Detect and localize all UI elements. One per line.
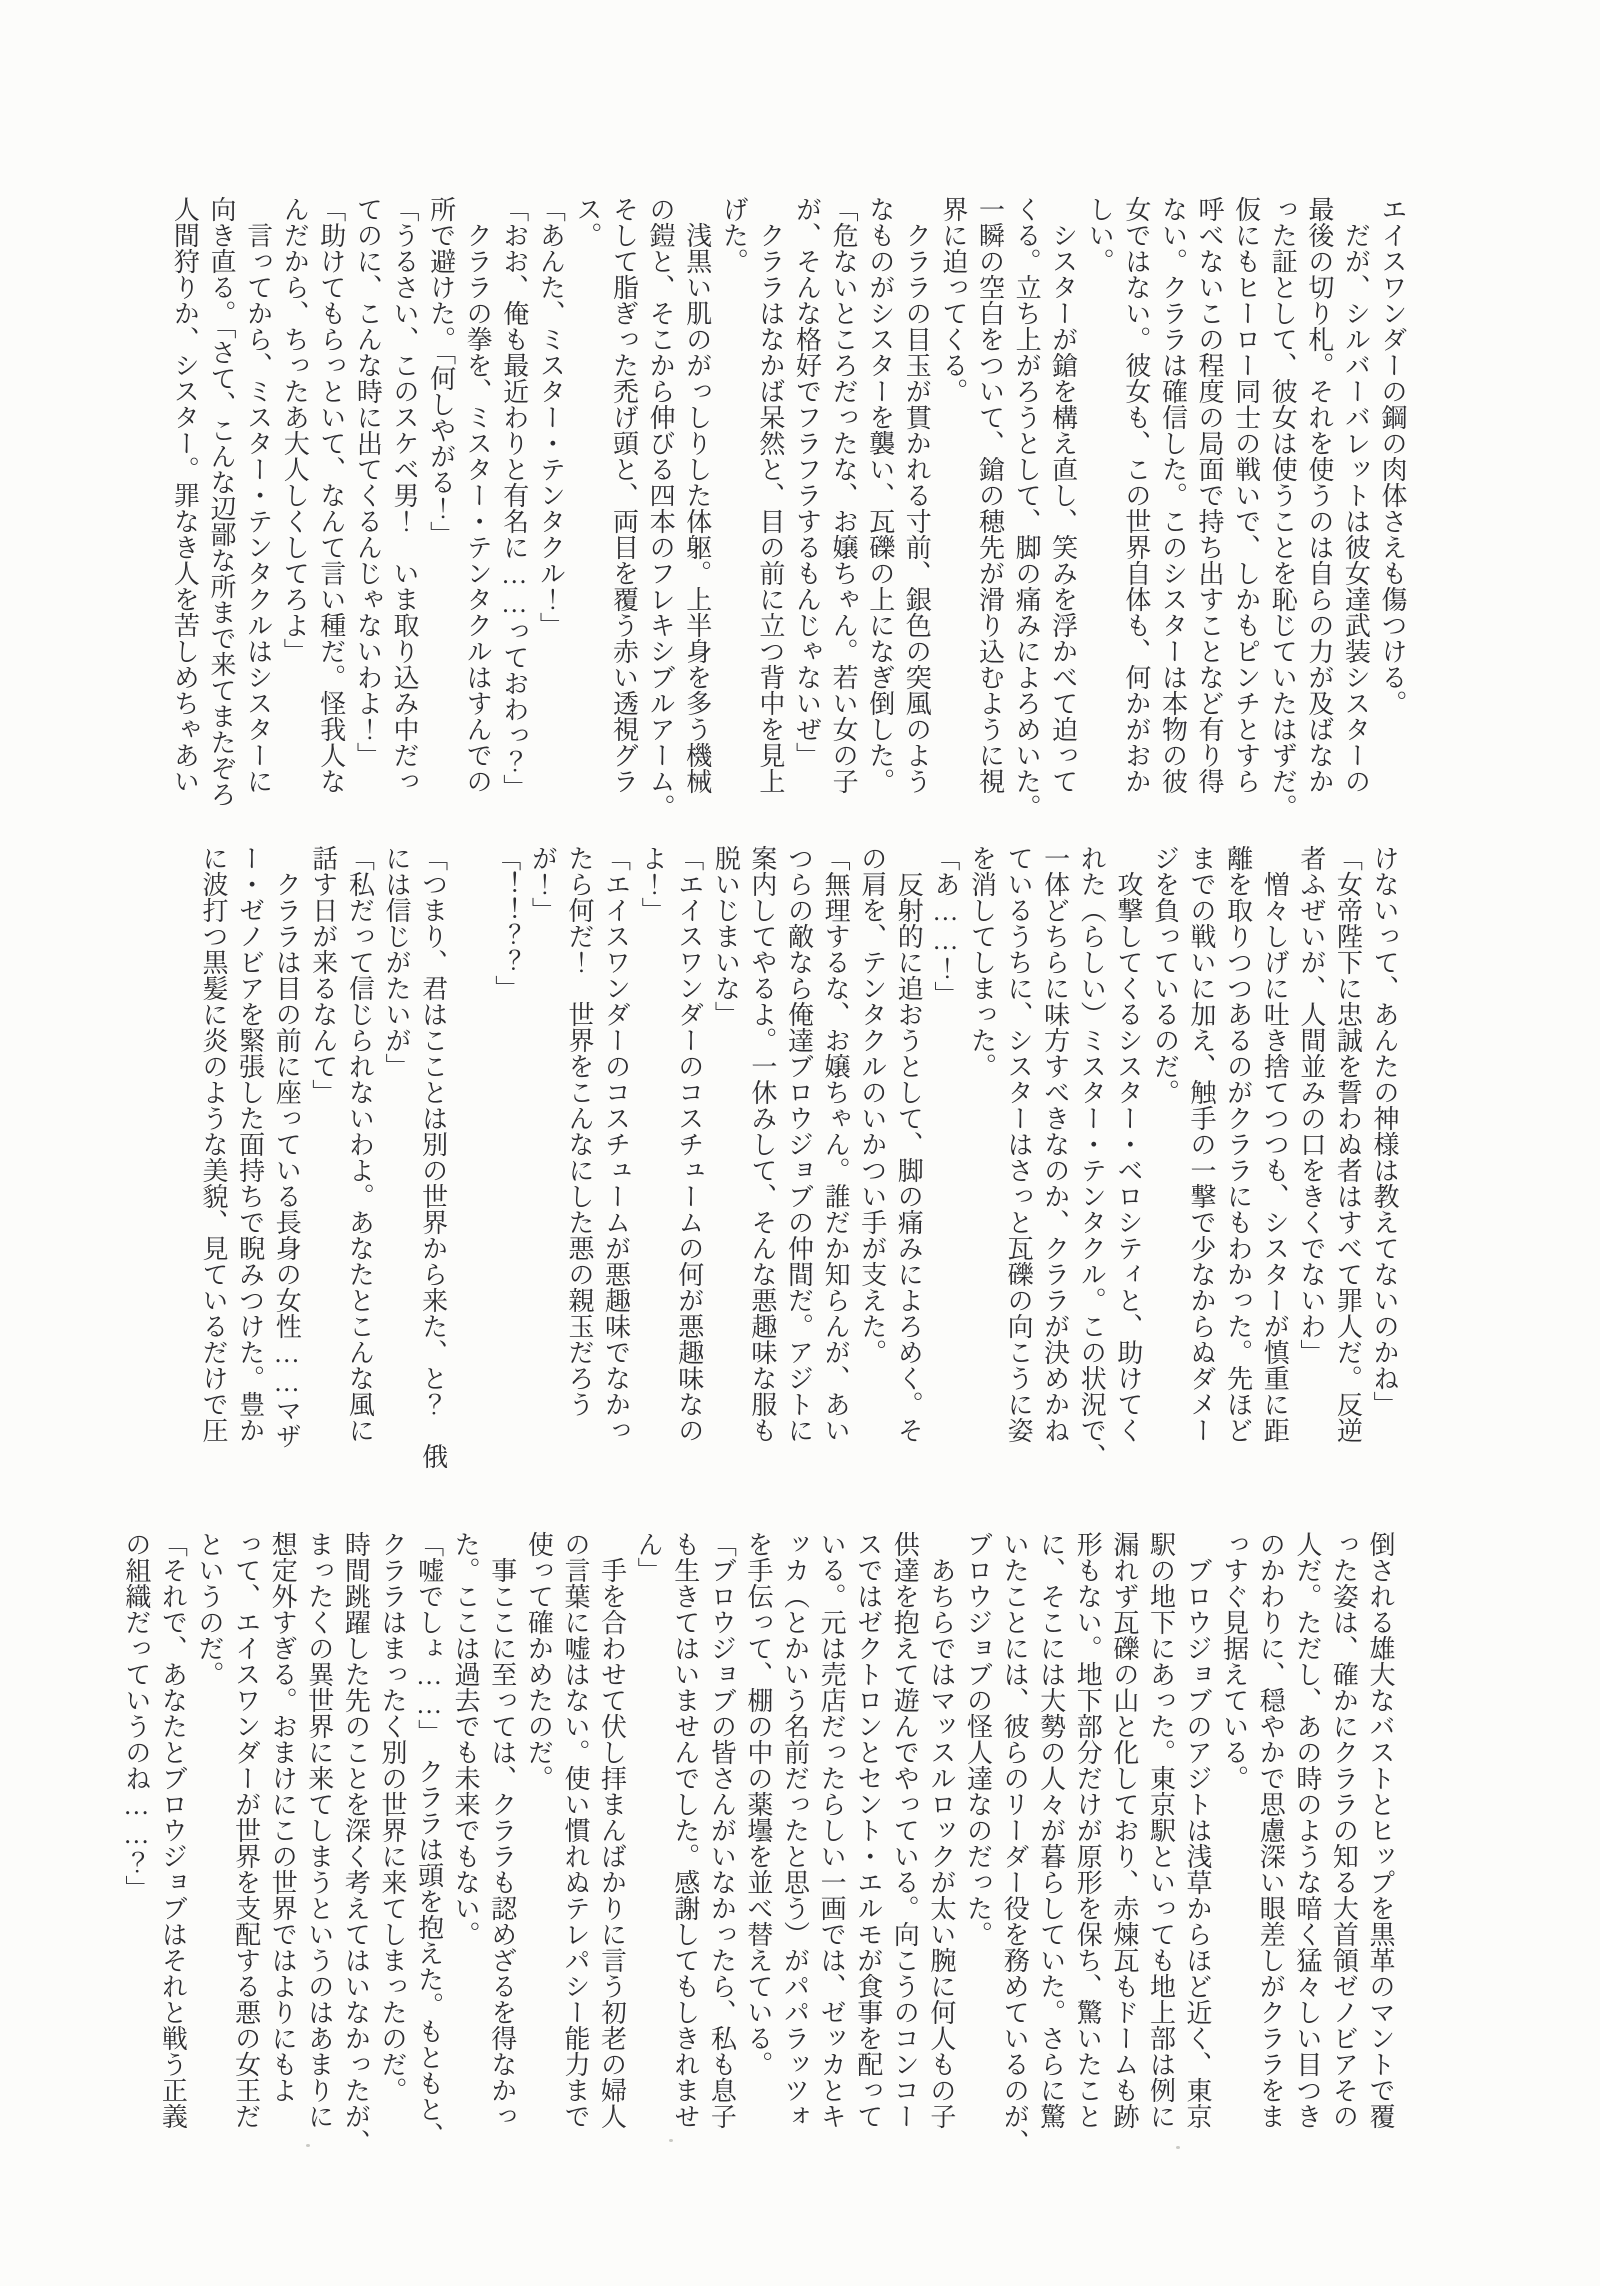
text-column: 言ってから、ミスター・テンタクルはシスターに: [243, 196, 273, 794]
text-column: ー・ゼノビアを緊張した面持ちで睨みつけた。豊か: [235, 845, 265, 1443]
text-column: が、そんな格好でフラフラするもんじゃないぜ」: [792, 196, 822, 768]
text-column: に、そこには大勢の人々が暮らしていた。さらに驚: [1036, 1531, 1066, 2129]
text-column: までの戦いに加え、触手の一撃で少なからぬダメー: [1187, 845, 1217, 1443]
text-column: 脱いじまいな」: [711, 845, 741, 1027]
text-column: に波打つ黒髪に炎のような美貌、見ているだけで圧: [199, 845, 228, 1443]
text-column: 「エイスワンダーのコスチュームの何が悪趣味なの: [674, 845, 704, 1443]
text-column: って、エイスワンダーが世界を支配する悪の女王だ: [231, 1531, 261, 2129]
text-column: 一体どちらに味方すべきなのか、クララが決めかね: [1040, 845, 1070, 1443]
text-block-bottom: [117, 1531, 1398, 2155]
text-column: ブロウジョブのアジトは浅草からほど近く、東京: [1183, 1531, 1213, 2129]
text-column: エイスワンダーの鋼の肉体さえも傷つける。: [1378, 196, 1407, 716]
text-column: 反射的に追おうとして、脚の痛みによろめく。そ: [894, 845, 924, 1443]
text-column: 人だ。ただし、あの時のような暗く猛々しい目つき: [1292, 1531, 1322, 2129]
text-column: そして脂ぎった禿げ頭と、両目を覆う赤い透視グラ: [609, 196, 639, 794]
text-column: 「私だって信じられないわよ。あなたとこんな風に: [345, 845, 375, 1443]
text-column: 者ふぜいが、人間並みの口をきくでないわ」: [1296, 845, 1326, 1365]
text-column: 「危ないところだったな、お嬢ちゃん。若い女の子: [829, 196, 859, 794]
text-block-middle: [194, 845, 1402, 1469]
text-column: 「エイスワンダーのコスチュームが悪趣味でなかっ: [601, 845, 631, 1443]
text-column: 離を取りつつあるのがクララにもわかった。先ほど: [1223, 845, 1253, 1443]
text-column: けないって、あんたの神様は教えてないのかね」: [1370, 845, 1399, 1417]
text-column: スではゼクトロンとセント・エルモが食事を配って: [853, 1531, 883, 2129]
text-column: には信じがたいが」: [381, 845, 411, 1079]
text-column: 一瞬の空白をついて、鎗の穂先が滑り込むように視: [975, 196, 1005, 794]
text-column: 話す日が来るなんて」: [308, 845, 338, 1105]
text-column: を手伝って、棚の中の薬壜を並べ替えている。: [743, 1531, 773, 2077]
text-column: 女ではない。彼女も、この世界自体も、何かがおか: [1121, 196, 1151, 794]
text-column: よ！」: [638, 845, 668, 923]
text-column: 倒される雄大なバストとヒップを黒革のマントで覆: [1366, 1531, 1395, 2129]
text-column: ん」: [634, 1531, 664, 1583]
text-column: だが、シルバーバレットは彼女達武装シスターの: [1341, 196, 1371, 794]
text-block-top: [166, 196, 1410, 820]
text-column: れた（らしい）ミスター・テンタクル。この状況で、: [1077, 845, 1107, 1469]
text-column: 「つまり、君はこことは別の世界から来た、と？ 俄: [418, 845, 448, 1469]
text-column: 仮にもヒーロー同士の戦いで、しかもピンチとすら: [1231, 196, 1261, 794]
text-column: 形もない。地下部分だけが原形を保ち、驚いたこと: [1073, 1531, 1103, 2129]
text-column: クララはまったく別の世界に来てしまったのだ。: [377, 1531, 407, 2103]
text-column: なものがシスターを襲い、瓦礫の上になぎ倒した。: [865, 196, 895, 794]
text-column: の組織だっていうのね……？」: [121, 1531, 151, 1901]
text-column: クララは目の前に座っている長身の女性……マザ: [272, 845, 302, 1449]
text-column: った姿は、確かにクララの知る大首領ゼノビアその: [1329, 1531, 1359, 2129]
text-column: ジを負っているのだ。: [1150, 845, 1180, 1105]
text-column: 使って確かめたのだ。: [524, 1531, 554, 1791]
text-column: も生きてはいませんでした。感謝してもしきれませ: [670, 1531, 700, 2129]
text-column: クララの拳を、ミスター・テンタクルはすんでの: [463, 196, 493, 794]
text-column: 「あんた、ミスター・テンタクル！」: [536, 196, 566, 638]
text-column: ない。クララは確信した。このシスターは本物の彼: [1158, 196, 1188, 794]
text-column: 「嘘でしょ……」 クララは頭を抱えた。もともと、: [414, 1531, 444, 2148]
text-column: 界に迫ってくる。: [938, 196, 968, 404]
scan-speckle: [669, 2139, 673, 2142]
text-column: 攻撃してくるシスター・ベロシティと、助けてく: [1113, 845, 1143, 1443]
text-column: あちらではマッスルロックが太い腕に何人もの子: [926, 1531, 956, 2129]
text-column: が！」: [528, 845, 558, 923]
text-column: 「助けてもらっといて、なんて言い種だ。怪我人な: [316, 196, 346, 794]
text-column: 憎々しげに吐き捨てつつも、シスターが慎重に距: [1260, 845, 1290, 1443]
text-column: 「おお、俺も最近わりと有名に……っておわっ？」: [499, 196, 529, 800]
text-column: ッカ（とかいう名前だったと思う）がパパラッツォ: [780, 1531, 810, 2129]
text-column: 向き直る。「さて、こんな辺鄙な所まで来てまたぞろ: [207, 196, 236, 807]
text-column: ているうちに、シスターはさっと瓦礫の向こうに姿: [1004, 845, 1034, 1443]
text-column: の鎧と、そこから伸びる四本のフレキシブルアーム。: [646, 196, 676, 820]
text-column: たら何だ！ 世界をこんなにした悪の親玉だろう: [564, 845, 594, 1417]
text-column: 所で避けた。「何しやがる！」: [426, 196, 456, 547]
text-column: クララはなかば呆然と、目の前に立つ背中を見上: [755, 196, 785, 794]
text-column: 漏れず瓦礫の山と化しており、赤煉瓦もドームも跡: [1109, 1531, 1139, 2129]
text-column: ブロウジョブの怪人達なのだった。: [963, 1531, 993, 1947]
text-column: てのに、こんな時に出てくるんじゃないわよ！」: [353, 196, 383, 768]
text-column: 駅の地下にあった。東京駅といっても地上部は例に: [1146, 1531, 1176, 2129]
scene-break-column: [451, 845, 488, 1445]
text-column: 浅黒い肌のがっしりした体躯。上半身を多う機械: [682, 196, 712, 794]
text-column: 事ここに至っては、クララも認めざるを得なかっ: [487, 1531, 517, 2129]
text-column: た。ここは過去でも未来でもない。: [451, 1531, 481, 1947]
text-column: いたことには、彼らのリーダー役を務めているのが、: [1000, 1531, 1030, 2155]
text-column: しい。: [1085, 196, 1115, 274]
text-column: 最後の切り札。それを使うのは自らの力が及ばなか: [1304, 196, 1334, 794]
text-column: 呼べないこの程度の局面で持ち出すことなど有り得: [1195, 196, 1225, 794]
scan-speckle: [306, 2144, 310, 2147]
text-column: 手を合わせて伏し拝まんばかりに言う初老の婦人: [597, 1531, 627, 2129]
text-column: 「うるさい、このスケベ男！ いま取り込み中だっ: [389, 196, 419, 794]
text-column: んだから、ちったあ大人しくしてろよ」: [280, 196, 310, 664]
text-column: 「！！？？」: [491, 845, 521, 1001]
text-column: 「あ……！」: [930, 845, 960, 1007]
text-column: 人間狩りか、シスター。罪なき人を苦しめちゃあい: [170, 196, 200, 794]
text-column: 「それで、あなたとブロウジョブはそれと戦う正義: [158, 1531, 188, 2129]
scan-speckle: [1176, 2146, 1180, 2149]
text-column: まったくの異世界に来てしまうというのはあまりに: [304, 1531, 334, 2129]
text-column: というのだ。: [195, 1531, 224, 1687]
text-column: ス。: [572, 196, 602, 248]
text-column: の言葉に嘘はない。使い慣れぬテレパシー能力まで: [560, 1531, 590, 2129]
text-column: 供達を抱えて遊んでやっている。向こうのコンコー: [890, 1531, 920, 2129]
text-column: くる。立ち上がろうとして、脚の痛みによろめいた。: [1012, 196, 1042, 820]
text-column: つらの敵なら俺達ブロウジョブの仲間だ。アジトに: [784, 845, 814, 1443]
text-column: 「ブロウジョブの皆さんがいなかったら、私も息子: [707, 1531, 737, 2129]
text-column: っすぐ見据えている。: [1219, 1531, 1249, 1791]
text-column: 案内してやるよ。一休みして、そんな悪趣味な服も: [747, 845, 777, 1443]
text-column: げた。: [719, 196, 749, 274]
text-column: 「女帝陛下に忠誠を誓わぬ者はすべて罪人だ。反逆: [1333, 845, 1363, 1443]
text-column: クララの目玉が貫かれる寸前、銀色の突風のよう: [902, 196, 932, 794]
text-column: を消してしまった。: [967, 845, 997, 1079]
text-column: の肩を、テンタクルのいかつい手が支えた。: [857, 845, 887, 1365]
text-column: シスターが鎗を構え直し、笑みを浮かべて迫って: [1048, 196, 1078, 794]
text-column: 想定外すぎる。おまけにこの世界ではよりにもよ: [268, 1531, 298, 2103]
text-column: 「無理するな、お嬢ちゃん。誰だか知らんが、あい: [821, 845, 851, 1443]
text-column: 時間跳躍した先のことを深く考えてはいなかったが、: [341, 1531, 371, 2155]
text-column: った証として、彼女は使うことを恥じていたはずだ。: [1268, 196, 1298, 820]
text-column: のかわりに、穏やかで思慮深い眼差しがクララをま: [1256, 1531, 1286, 2129]
text-column: いる。元は売店だったらしい一画では、ゼッカとキ: [817, 1531, 847, 2129]
